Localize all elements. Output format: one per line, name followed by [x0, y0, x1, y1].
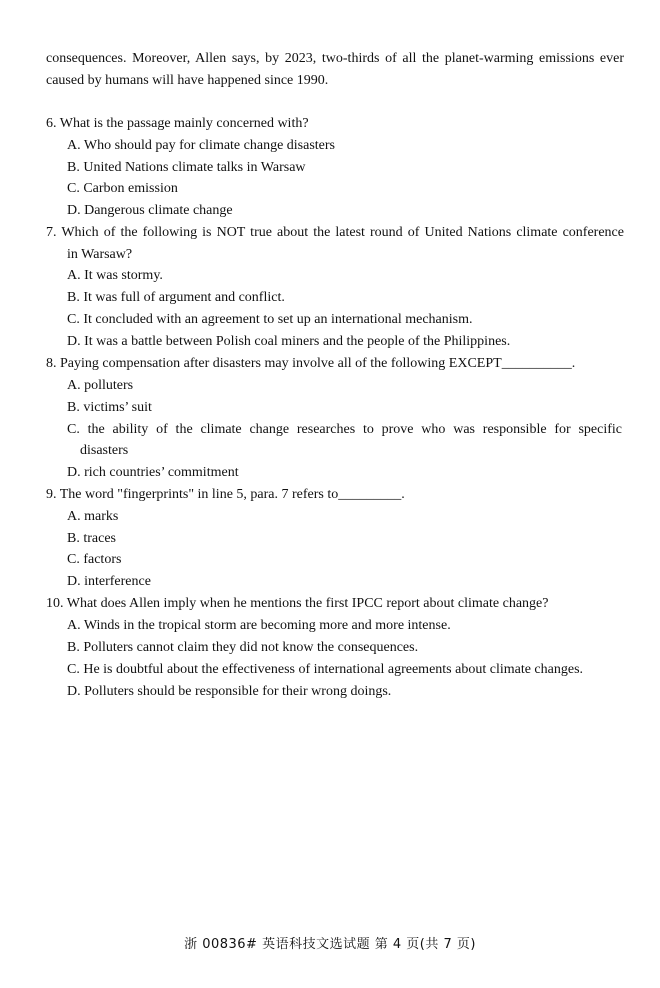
option-d: D. It was a battle between Polish coal miners and the people of the Philippines.	[67, 334, 511, 349]
option-d: D. rich countries’ commitment	[67, 465, 239, 480]
option-c: C. He is doubtful about the effectiveness of international agreements about climate changes.	[67, 662, 584, 677]
passage-line: caused by humans will have happened since 1990.	[46, 73, 329, 88]
passage-line: consequences. Moreover, Allen says, by 2023, two-thirds of all the planet-warming emissions ever	[46, 51, 624, 66]
question-stem: 7. Which of the following is NOT true about the latest round of United Nations climate conference	[46, 225, 624, 240]
question-stem: 8. Paying compensation after disasters may involve all of the following EXCEPT__________.	[46, 356, 576, 371]
option-c: C. Carbon emission	[67, 181, 178, 196]
option-b: B. traces	[67, 531, 116, 546]
page-footer: 浙 00836# 英语科技文选试题 第 4 页(共 7 页)	[184, 937, 476, 952]
option-c: C. factors	[67, 552, 122, 567]
option-a: A. Who should pay for climate change disasters	[67, 138, 336, 153]
option-b: B. United Nations climate talks in Warsaw	[67, 160, 306, 175]
option-b: B. victims’ suit	[67, 400, 152, 415]
option-c-continued: disasters	[80, 443, 129, 458]
option-c: C. the ability of the climate change researches to prove who was responsible for specific	[67, 422, 622, 437]
question-stem-continued: in Warsaw?	[67, 247, 133, 262]
option-d: D. Polluters should be responsible for their wrong doings.	[67, 684, 392, 699]
option-d: D. Dangerous climate change	[67, 203, 233, 218]
option-b: B. It was full of argument and conflict.	[67, 290, 285, 305]
option-a: A. It was stormy.	[67, 268, 163, 283]
question-stem: 6. What is the passage mainly concerned with?	[46, 116, 309, 131]
option-a: A. polluters	[67, 378, 134, 393]
question-stem: 10. What does Allen imply when he mentions the first IPCC report about climate change?	[46, 596, 549, 611]
option-a: A. marks	[67, 509, 119, 524]
option-a: A. Winds in the tropical storm are becoming more and more intense.	[67, 618, 451, 633]
option-d: D. interference	[67, 574, 151, 589]
question-stem: 9. The word "fingerprints" in line 5, para. 7 refers to_________.	[46, 487, 405, 502]
option-c: C. It concluded with an agreement to set up an international mechanism.	[67, 312, 473, 327]
option-b: B. Polluters cannot claim they did not know the consequences.	[67, 640, 419, 655]
